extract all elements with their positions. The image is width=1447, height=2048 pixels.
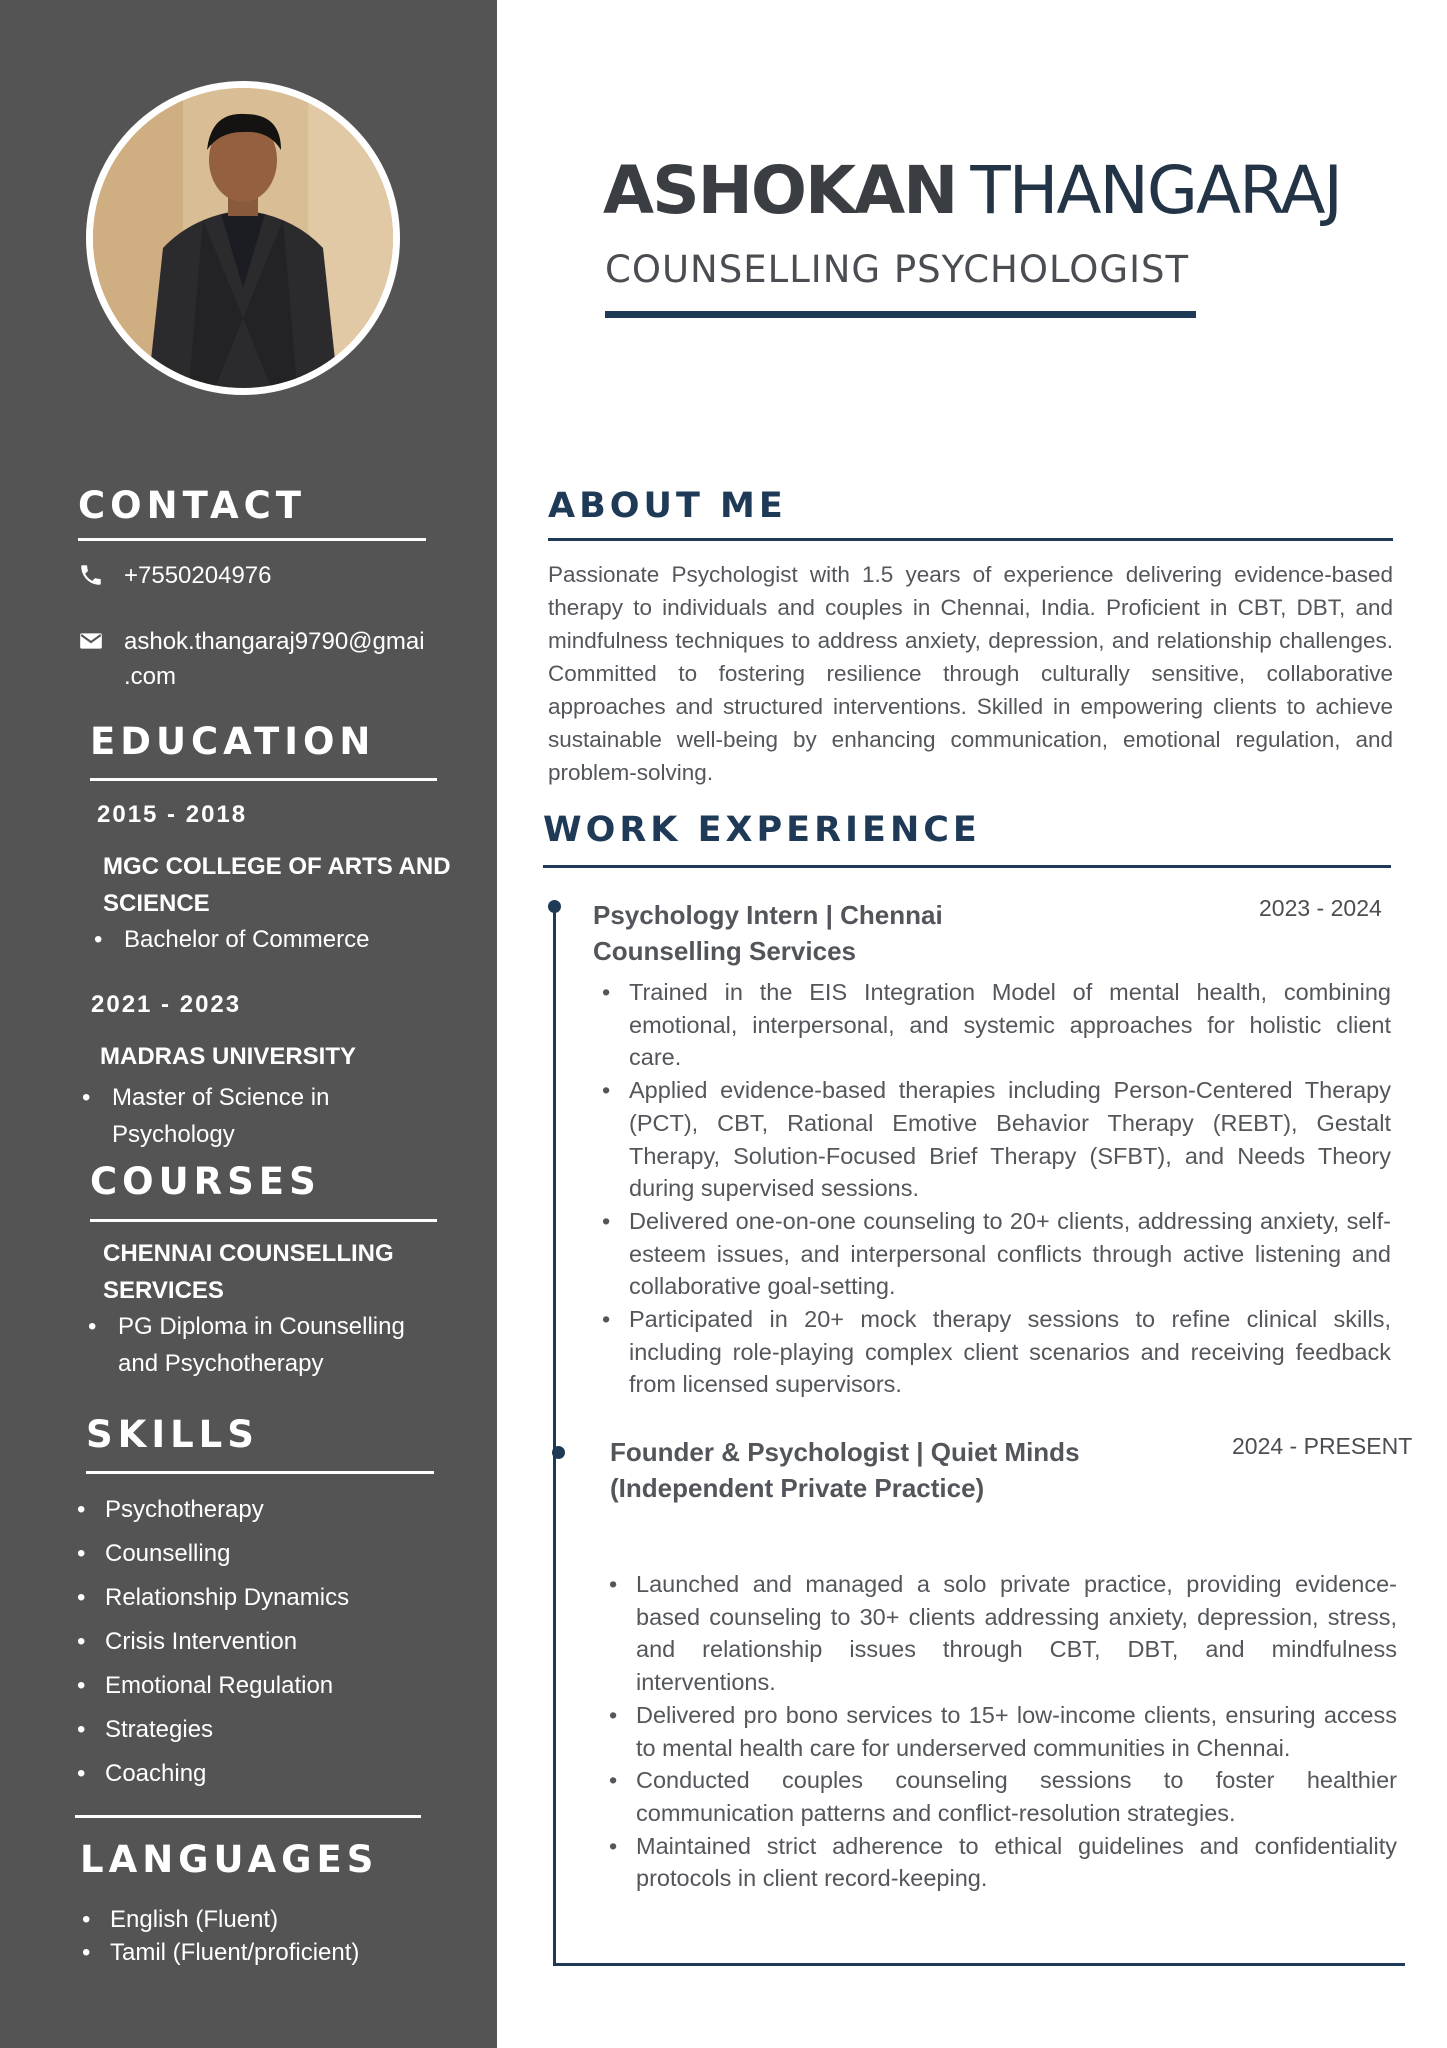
timeline-line (553, 905, 556, 1965)
job-1-title-line-1: Psychology Intern | Chennai (593, 900, 943, 930)
education-years-2: 2021 - 2023 (91, 991, 242, 1018)
job-2-title-line-2: (Independent Private Practice) (610, 1473, 985, 1503)
skills-list (75, 1488, 349, 1796)
job-title-2 (610, 1434, 1080, 1506)
job-bullet: • Participated in 20+ mock therapy sessions to refine clinical skills, including role-playing complex client scenarios and receiving feedback from licensed supervisors. (598, 1303, 1391, 1401)
job-title-header: COUNSELLING PSYCHOLOGIST (605, 248, 1190, 291)
last-name: THANGARAJ (970, 152, 1341, 229)
course-provider (103, 1235, 394, 1309)
email-line-1: ashok.thangaraj9790@gmai (124, 628, 425, 655)
course-name (88, 1308, 405, 1382)
education-years-1: 2015 - 2018 (97, 801, 248, 828)
job-bullet: • Maintained strict adherence to ethical guidelines and confidentiality protocols in client record-keeping. (605, 1830, 1397, 1895)
education-heading: EDUCATION (90, 720, 376, 763)
sidebar (0, 0, 497, 2048)
skill-item: • Crisis Intervention (75, 1620, 349, 1664)
experience-bottom-divider (553, 1963, 1405, 1966)
full-name (603, 152, 1341, 229)
about-divider (548, 538, 1393, 541)
skills-divider (86, 1471, 434, 1474)
email-icon (78, 628, 104, 654)
job-2-bullets (605, 1568, 1397, 1895)
timeline-dot (552, 1446, 565, 1459)
job-2-title-line-1: Founder & Psychologist | Quiet Minds (610, 1437, 1080, 1467)
education-divider (90, 778, 437, 781)
job-dates-2: 2024 - PRESENT (1232, 1433, 1413, 1459)
school-1-line-1: MGC COLLEGE OF ARTS AND (103, 853, 451, 880)
job-dates-1: 2023 - 2024 (1259, 895, 1382, 921)
languages-heading: LANGUAGES (80, 1838, 379, 1881)
skill-item: • Relationship Dynamics (75, 1576, 349, 1620)
skill-item: • Psychotherapy (75, 1488, 349, 1532)
language-item: • Tamil (Fluent/proficient) (80, 1936, 359, 1969)
experience-heading: WORK EXPERIENCE (543, 810, 981, 850)
job-bullet: • Trained in the EIS Integration Model of mental health, combining emotional, interpersonal, and systemic approaches for holistic client care. (598, 976, 1391, 1074)
languages-list (80, 1903, 359, 1969)
timeline-dot (548, 900, 561, 913)
phone-icon (78, 562, 104, 588)
job-bullet: • Delivered one-on-one counseling to 20+ clients, addressing anxiety, self-esteem issues, and interpersonal conflicts through active listening and collaborative goal-setting. (598, 1205, 1391, 1303)
skill-item: • Emotional Regulation (75, 1664, 349, 1708)
job-1-title-line-2: Counselling Services (593, 936, 856, 966)
course-provider-line-1: CHENNAI COUNSELLING (103, 1240, 394, 1267)
education-school-2: MADRAS UNIVERSITY (100, 1043, 357, 1070)
skills-heading: SKILLS (86, 1413, 259, 1456)
skill-item: • Counselling (75, 1532, 349, 1576)
about-heading: ABOUT ME (548, 486, 787, 526)
language-item: • English (Fluent) (80, 1903, 359, 1936)
education-school-1 (103, 848, 451, 922)
email-address[interactable] (124, 624, 425, 694)
phone-number[interactable]: +7550204976 (124, 562, 272, 589)
courses-divider (90, 1219, 437, 1222)
job-title-1 (593, 897, 943, 969)
job-bullet: • Launched and managed a solo private practice, providing evidence-based counseling to 30+ clients addressing anxiety, depression, stress, and relationship issues through CBT, DBT, and mindfulness interventions. (605, 1568, 1397, 1699)
skills-bottom-divider (75, 1815, 421, 1818)
experience-divider (543, 865, 1391, 868)
degree-2-line-1: • Master of Science in (112, 1084, 330, 1111)
courses-heading: COURSES (90, 1160, 321, 1203)
job-bullet: • Delivered pro bono services to 15+ low-income clients, ensuring access to mental health care for underserved communities in Chennai. (605, 1699, 1397, 1764)
email-line-2: .com (124, 663, 177, 690)
job-bullet: • Conducted couples counseling sessions to foster healthier communication patterns and conflict-resolution strategies. (605, 1764, 1397, 1829)
course-name-line-2: and Psychotherapy (118, 1350, 324, 1377)
job-bullet: • Applied evidence-based therapies including Person-Centered Therapy (PCT), CBT, Rational Emotive Behavior Therapy (REBT), Gestalt Therapy, Solution-Focused Brief Therapy (SFBT), and Needs Theory during supervised sessions. (598, 1074, 1391, 1205)
course-name-line-1: • PG Diploma in Counselling (118, 1313, 405, 1340)
person-photo-illustration (93, 88, 393, 388)
contact-heading: CONTACT (78, 484, 306, 527)
school-1-line-2: SCIENCE (103, 890, 210, 917)
course-provider-line-2: SERVICES (103, 1277, 224, 1304)
job-1-bullets (598, 976, 1391, 1401)
first-name: ASHOKAN (603, 152, 957, 229)
profile-photo (93, 88, 393, 388)
education-degree-2 (82, 1079, 329, 1153)
degree-2-line-2: Psychology (112, 1121, 235, 1148)
education-degree-1: • Bachelor of Commerce (94, 921, 369, 958)
about-text: Passionate Psychologist with 1.5 years of experience delivering evidence-based therapy to individuals and couples in Chennai, India. Proficient in CBT, DBT, and mindfulness techniques to address anxiety, depression, and relationship challenges. Committed to fostering resilience through culturally sensitive, collaborative approaches and structured interventions. Skilled in empowering clients to achieve sustainable well-being by enhancing communication, emotional regulation, and problem-solving. (548, 562, 1393, 785)
skill-item-continuation: • Strategies (75, 1708, 349, 1752)
title-underline (605, 311, 1196, 318)
skill-item: • Coaching (75, 1752, 349, 1796)
contact-divider (78, 538, 426, 541)
profile-photo-frame (86, 81, 400, 395)
